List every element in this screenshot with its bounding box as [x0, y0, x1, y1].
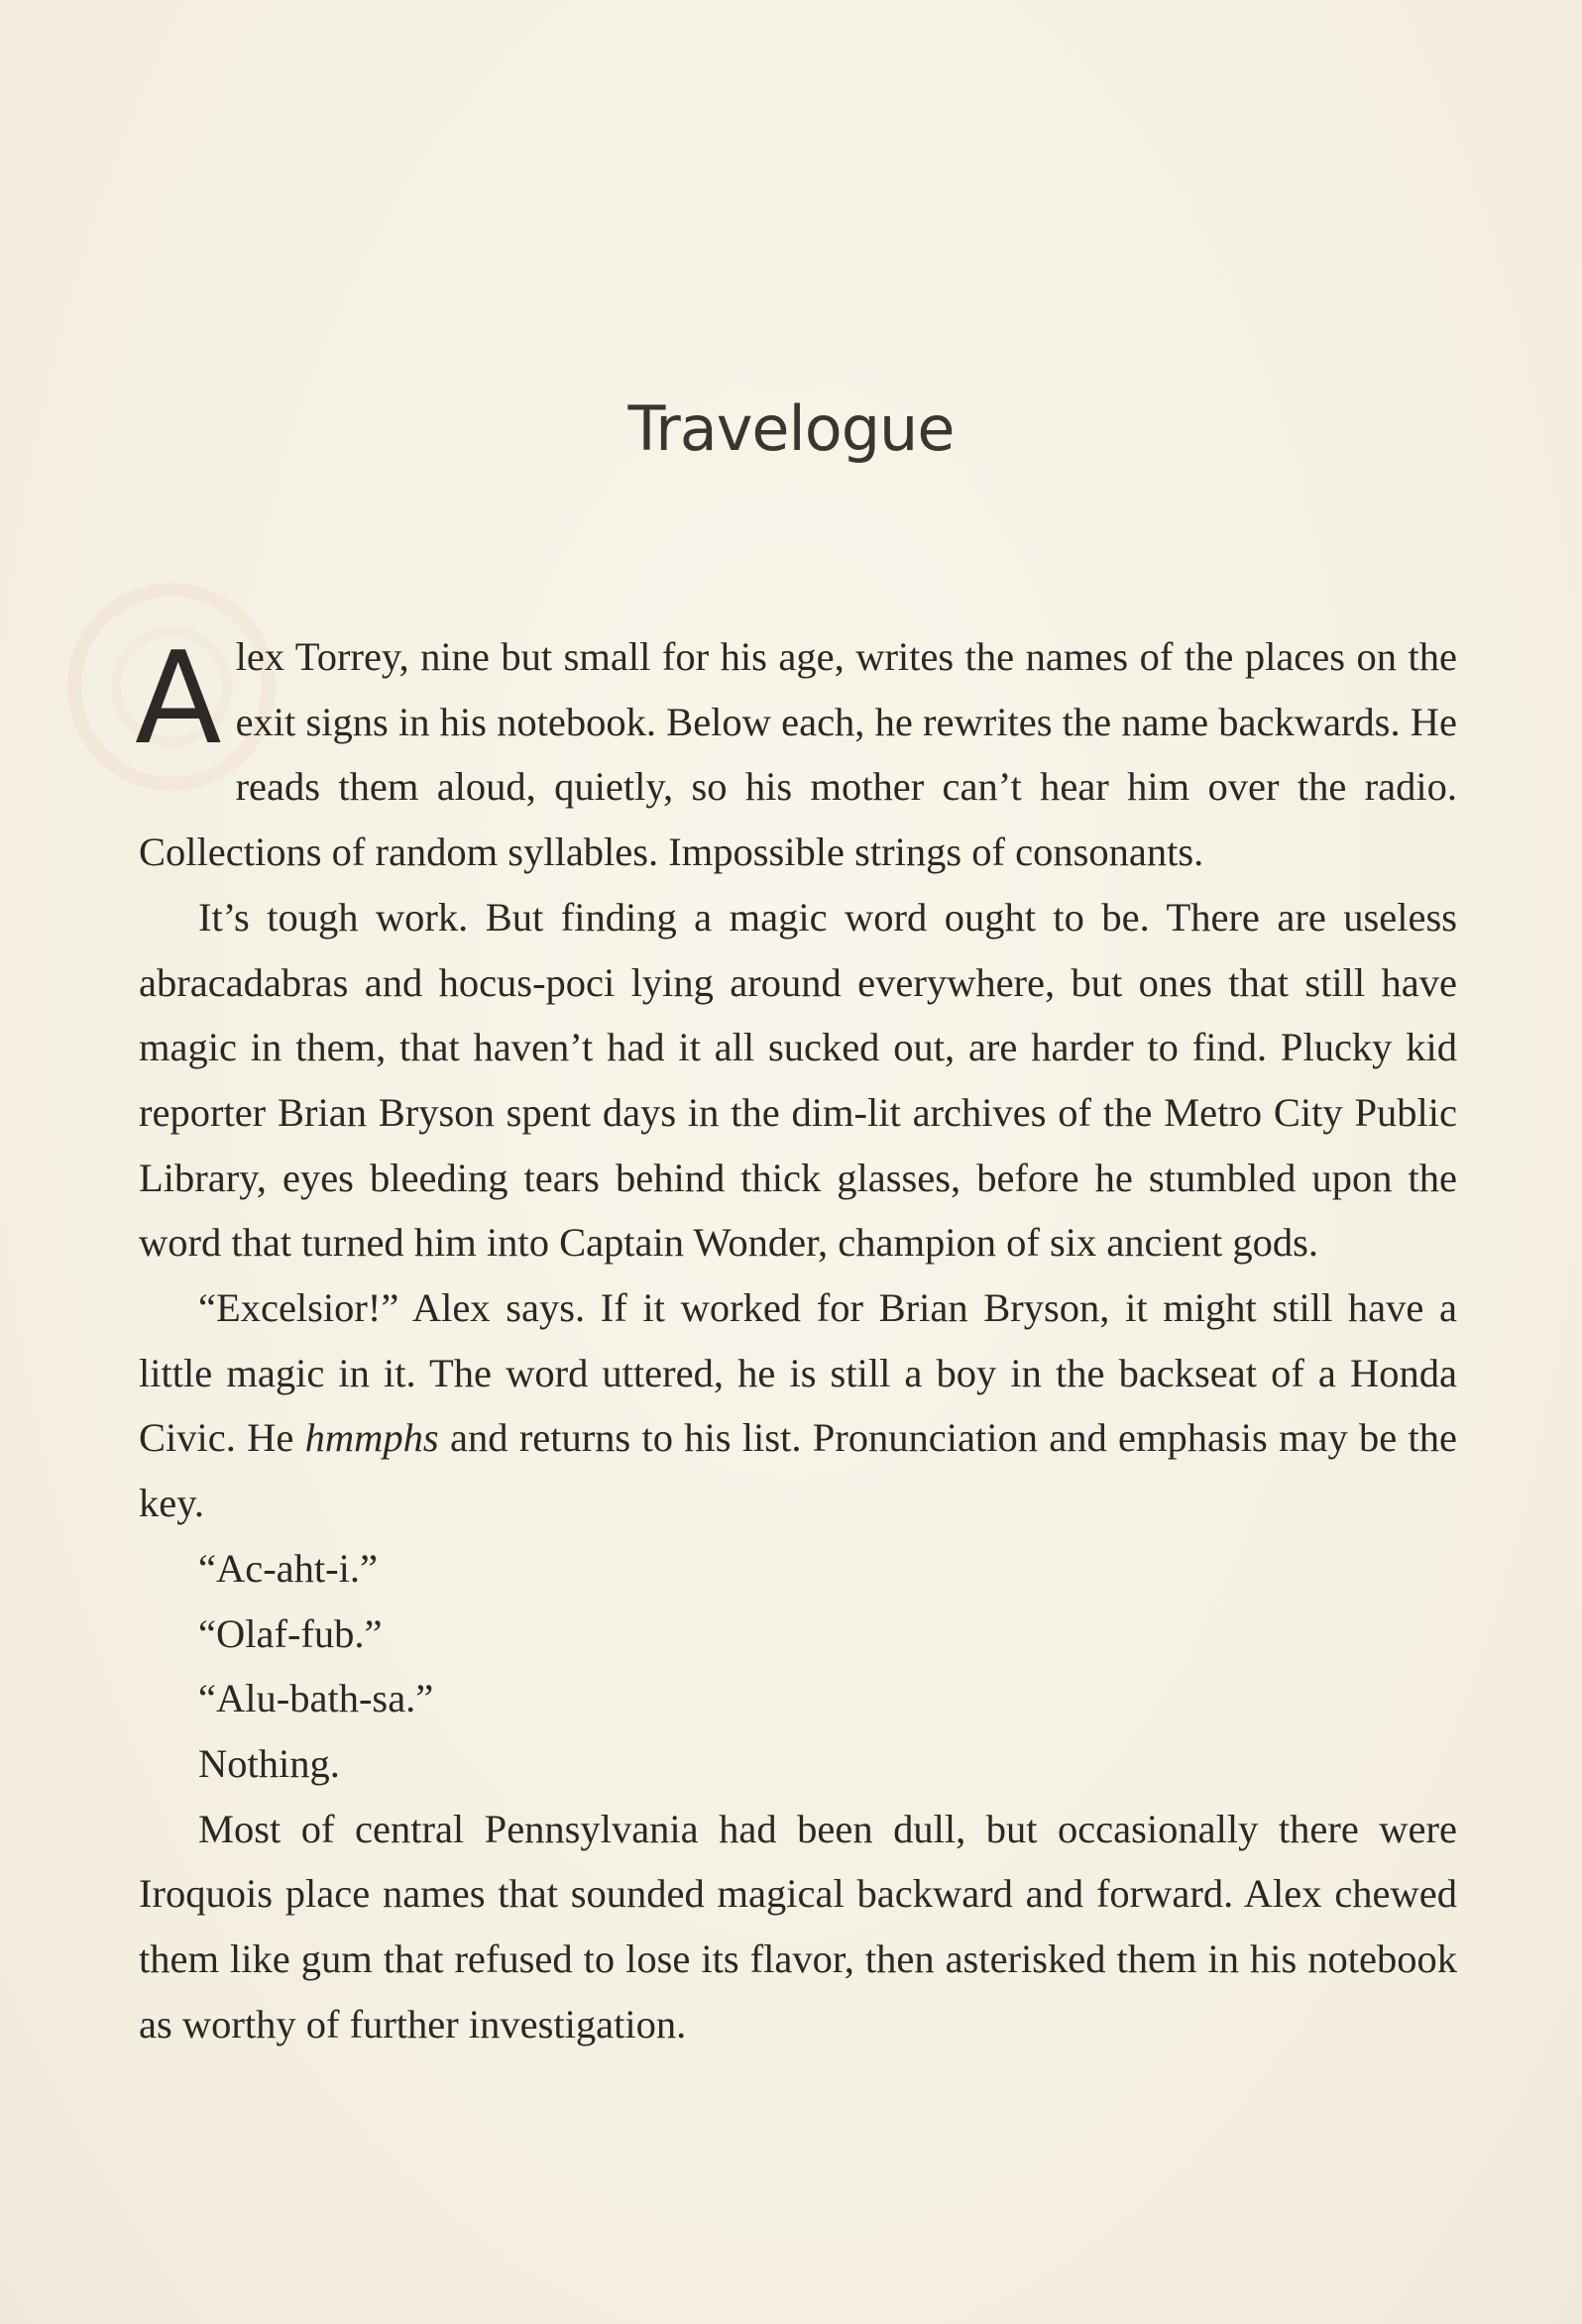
paragraph-2: It’s tough work. But finding a magic word ought to be. There are useless abracadabras and hocus-poci lying around everywhere, but ones that still have magic in them, that haven’t had it all sucked out, are harder to find. Plucky kid reporter Brian Bryson spent days in the dim-lit archives of the Metro City Public Library, eyes bleeding tears behind thick glasses, before he stumbled upon the word that turned him into Captain Wonder, champion of six ancient gods.: [139, 894, 1457, 1266]
paragraph-3: [139, 1275, 1457, 1536]
paragraph-3-text-a: “Excelsior!” Alex says. If it worked for Brian Bryson, it might still have a little magic in it. The word uttered, he is still a boy in the backseat of a Honda Civic. He: [139, 1285, 1457, 1461]
paragraph-1-text: lex Torrey, nine but small for his age, writes the names of the places on the exit signs in his notebook. Below each, he rewrites the name backwards. He reads them aloud, quietly, so his mother can’t hear him over the radio. Collections of random syllables. Impossible strings of consonants.: [139, 634, 1457, 875]
drop-cap: A: [135, 625, 222, 773]
paragraph-1: [135, 624, 1457, 885]
paragraph-3-emphasis: hmmphs: [304, 1415, 439, 1461]
dialogue-line-3: “Alu-bath-sa.”: [198, 1676, 434, 1721]
chapter-title: Travelogue: [627, 392, 955, 465]
paragraph-3-text-b: and returns to his list. Pronunciation and emphasis may be the key.: [139, 1415, 1458, 1526]
chapter-body: [135, 624, 1458, 2056]
dialogue-line-2: “Olaf-fub.”: [198, 1610, 383, 1656]
dialogue-line-1: “Ac-aht-i.”: [198, 1545, 379, 1591]
paragraph-nothing: Nothing.: [198, 1740, 340, 1786]
paragraph-8: Most of central Pennsylvania had been dull, but occasionally there were Iroquois place names that sounded magical backward and forward. Alex chewed them like gum that refused to lose its flavor, then asterisked them in his notebook as worthy of further investigation.: [139, 1806, 1457, 2047]
